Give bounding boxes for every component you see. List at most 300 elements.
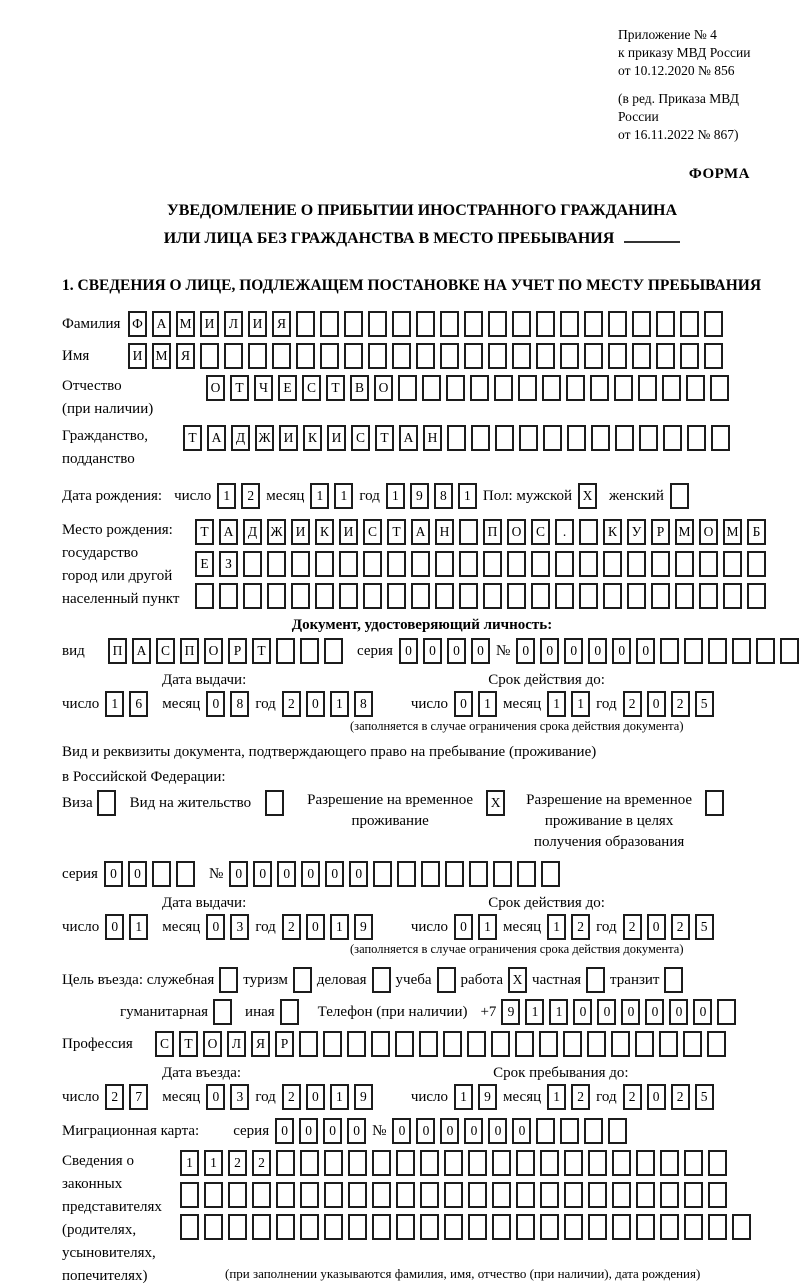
checkbox-study[interactable] — [437, 967, 456, 993]
stay-day-cell[interactable]: 1 — [454, 1084, 473, 1110]
surname-cell[interactable]: Л — [224, 311, 243, 337]
doc-valid-year-cell[interactable]: 2 — [671, 691, 690, 717]
profession-cell[interactable] — [443, 1031, 462, 1057]
citizenship-cell[interactable] — [471, 425, 490, 451]
name-cell[interactable] — [464, 343, 483, 369]
birth-place-cell[interactable] — [315, 583, 334, 609]
birth-place-cell[interactable] — [555, 583, 574, 609]
migr-number-cell[interactable]: 0 — [512, 1118, 531, 1144]
surname-cell[interactable]: М — [176, 311, 195, 337]
representative-cell[interactable] — [300, 1150, 319, 1176]
birth-month-cell[interactable]: 1 — [334, 483, 353, 509]
birth-year-cell[interactable]: 1 — [458, 483, 477, 509]
permit-number-cell[interactable]: 0 — [277, 861, 296, 887]
entry-year-cell[interactable]: 0 — [306, 1084, 325, 1110]
name-cell[interactable] — [680, 343, 699, 369]
patronymic-cell[interactable] — [494, 375, 513, 401]
birth-place-cell[interactable] — [651, 551, 670, 577]
doc-issue-day-cell[interactable]: 1 — [105, 691, 124, 717]
representative-cell[interactable] — [444, 1182, 463, 1208]
representative-cell[interactable] — [252, 1214, 271, 1240]
permit-number-cell[interactable] — [373, 861, 392, 887]
representative-cell[interactable] — [660, 1182, 679, 1208]
birth-place-cell[interactable] — [579, 551, 598, 577]
representative-cell[interactable] — [732, 1214, 751, 1240]
permit-number-cell[interactable] — [541, 861, 560, 887]
birth-place-cell[interactable] — [699, 551, 718, 577]
checkbox-male[interactable]: X — [578, 483, 597, 509]
representative-cell[interactable] — [684, 1214, 703, 1240]
citizenship-cell[interactable]: Н — [423, 425, 442, 451]
birth-day-cell[interactable]: 1 — [217, 483, 236, 509]
birth-place-cell[interactable] — [387, 551, 406, 577]
profession-cell[interactable]: Р — [275, 1031, 294, 1057]
checkbox-tourism[interactable] — [293, 967, 312, 993]
representative-cell[interactable] — [516, 1150, 535, 1176]
patronymic-cell[interactable] — [662, 375, 681, 401]
permit-series-cell[interactable] — [152, 861, 171, 887]
representative-cell[interactable] — [396, 1182, 415, 1208]
representative-cell[interactable] — [324, 1214, 343, 1240]
phone-cell[interactable]: 0 — [645, 999, 664, 1025]
birth-place-cell[interactable]: А — [411, 519, 430, 545]
representative-cell[interactable] — [516, 1214, 535, 1240]
birth-place-cell[interactable] — [579, 519, 598, 545]
permit-issue-month-cell[interactable]: 3 — [230, 914, 249, 940]
permit-issue-month-cell[interactable]: 0 — [206, 914, 225, 940]
representative-cell[interactable] — [636, 1182, 655, 1208]
profession-cell[interactable] — [659, 1031, 678, 1057]
representative-cell[interactable] — [276, 1214, 295, 1240]
permit-valid-year-cell[interactable]: 2 — [671, 914, 690, 940]
doc-issue-year-cell[interactable]: 1 — [330, 691, 349, 717]
representative-cell[interactable] — [636, 1214, 655, 1240]
surname-cell[interactable]: И — [200, 311, 219, 337]
surname-cell[interactable] — [584, 311, 603, 337]
name-cell[interactable] — [440, 343, 459, 369]
birth-place-cell[interactable] — [435, 551, 454, 577]
birth-place-cell[interactable] — [675, 551, 694, 577]
representative-cell[interactable] — [348, 1214, 367, 1240]
phone-cell[interactable]: 1 — [549, 999, 568, 1025]
name-cell[interactable] — [344, 343, 363, 369]
surname-cell[interactable] — [392, 311, 411, 337]
representative-cell[interactable] — [540, 1182, 559, 1208]
birth-place-cell[interactable] — [603, 583, 622, 609]
profession-cell[interactable]: Т — [179, 1031, 198, 1057]
doc-number-cell[interactable]: 0 — [612, 638, 631, 664]
migr-series-cell[interactable]: 0 — [299, 1118, 318, 1144]
birth-place-cell[interactable] — [531, 583, 550, 609]
patronymic-cell[interactable]: В — [350, 375, 369, 401]
doc-valid-year-cell[interactable]: 0 — [647, 691, 666, 717]
representative-cell[interactable] — [492, 1182, 511, 1208]
phone-cell[interactable]: 0 — [573, 999, 592, 1025]
birth-place-cell[interactable] — [675, 583, 694, 609]
doc-type-cell[interactable]: О — [204, 638, 223, 664]
surname-cell[interactable]: Ф — [128, 311, 147, 337]
checkbox-temp-permit[interactable]: X — [486, 790, 505, 816]
entry-month-cell[interactable]: 0 — [206, 1084, 225, 1110]
representative-cell[interactable] — [324, 1182, 343, 1208]
birth-place-cell[interactable] — [363, 551, 382, 577]
birth-place-cell[interactable] — [459, 519, 478, 545]
profession-cell[interactable]: Л — [227, 1031, 246, 1057]
representative-cell[interactable] — [348, 1182, 367, 1208]
representative-cell[interactable]: 1 — [180, 1150, 199, 1176]
patronymic-cell[interactable] — [614, 375, 633, 401]
permit-valid-year-cell[interactable]: 5 — [695, 914, 714, 940]
birth-place-cell[interactable]: Б — [747, 519, 766, 545]
checkbox-business[interactable] — [372, 967, 391, 993]
surname-cell[interactable] — [680, 311, 699, 337]
phone-cell[interactable]: 9 — [501, 999, 520, 1025]
patronymic-cell[interactable]: О — [206, 375, 225, 401]
birth-place-cell[interactable] — [507, 551, 526, 577]
patronymic-cell[interactable] — [398, 375, 417, 401]
patronymic-cell[interactable] — [686, 375, 705, 401]
profession-cell[interactable]: Я — [251, 1031, 270, 1057]
representative-cell[interactable] — [180, 1182, 199, 1208]
permit-issue-year-cell[interactable]: 9 — [354, 914, 373, 940]
doc-issue-month-cell[interactable]: 8 — [230, 691, 249, 717]
surname-cell[interactable] — [464, 311, 483, 337]
name-cell[interactable] — [392, 343, 411, 369]
birth-place-cell[interactable]: И — [291, 519, 310, 545]
birth-place-cell[interactable]: М — [723, 519, 742, 545]
surname-cell[interactable] — [608, 311, 627, 337]
citizenship-cell[interactable] — [543, 425, 562, 451]
citizenship-cell[interactable] — [591, 425, 610, 451]
name-cell[interactable]: Я — [176, 343, 195, 369]
patronymic-cell[interactable] — [470, 375, 489, 401]
birth-place-cell[interactable] — [195, 583, 214, 609]
doc-number-cell[interactable]: 0 — [540, 638, 559, 664]
entry-year-cell[interactable]: 2 — [282, 1084, 301, 1110]
stay-month-cell[interactable]: 1 — [547, 1084, 566, 1110]
permit-valid-month-cell[interactable]: 2 — [571, 914, 590, 940]
profession-cell[interactable] — [563, 1031, 582, 1057]
doc-issue-year-cell[interactable]: 8 — [354, 691, 373, 717]
patronymic-cell[interactable] — [590, 375, 609, 401]
birth-place-cell[interactable] — [627, 583, 646, 609]
doc-number-cell[interactable] — [660, 638, 679, 664]
permit-valid-day-cell[interactable]: 1 — [478, 914, 497, 940]
doc-number-cell[interactable] — [732, 638, 751, 664]
doc-number-cell[interactable]: 0 — [588, 638, 607, 664]
doc-type-cell[interactable]: П — [108, 638, 127, 664]
birth-place-cell[interactable] — [339, 551, 358, 577]
birth-place-cell[interactable] — [243, 583, 262, 609]
surname-cell[interactable]: И — [248, 311, 267, 337]
doc-number-cell[interactable] — [684, 638, 703, 664]
migr-series-cell[interactable]: 0 — [275, 1118, 294, 1144]
doc-type-cell[interactable] — [276, 638, 295, 664]
surname-cell[interactable] — [656, 311, 675, 337]
citizenship-cell[interactable]: К — [303, 425, 322, 451]
surname-cell[interactable] — [416, 311, 435, 337]
patronymic-cell[interactable]: Е — [278, 375, 297, 401]
doc-type-cell[interactable]: А — [132, 638, 151, 664]
name-cell[interactable] — [560, 343, 579, 369]
birth-place-cell[interactable] — [291, 583, 310, 609]
migr-number-cell[interactable]: 0 — [416, 1118, 435, 1144]
entry-month-cell[interactable]: 3 — [230, 1084, 249, 1110]
permit-valid-year-cell[interactable]: 2 — [623, 914, 642, 940]
patronymic-cell[interactable] — [518, 375, 537, 401]
doc-valid-year-cell[interactable]: 5 — [695, 691, 714, 717]
name-cell[interactable] — [416, 343, 435, 369]
birth-place-cell[interactable]: Т — [387, 519, 406, 545]
birth-place-cell[interactable]: Т — [195, 519, 214, 545]
citizenship-cell[interactable] — [687, 425, 706, 451]
representative-cell[interactable] — [228, 1214, 247, 1240]
stay-year-cell[interactable]: 5 — [695, 1084, 714, 1110]
surname-cell[interactable]: Я — [272, 311, 291, 337]
permit-issue-year-cell[interactable]: 0 — [306, 914, 325, 940]
checkbox-female[interactable] — [670, 483, 689, 509]
name-cell[interactable] — [272, 343, 291, 369]
checkbox-residence-permit[interactable] — [265, 790, 284, 816]
birth-place-cell[interactable] — [219, 583, 238, 609]
birth-month-cell[interactable]: 1 — [310, 483, 329, 509]
name-cell[interactable] — [632, 343, 651, 369]
birth-place-cell[interactable] — [267, 583, 286, 609]
representative-cell[interactable] — [540, 1150, 559, 1176]
migr-number-cell[interactable] — [584, 1118, 603, 1144]
profession-cell[interactable] — [395, 1031, 414, 1057]
checkbox-other[interactable] — [280, 999, 299, 1025]
representative-cell[interactable] — [468, 1150, 487, 1176]
birth-place-cell[interactable]: О — [699, 519, 718, 545]
permit-issue-year-cell[interactable]: 1 — [330, 914, 349, 940]
citizenship-cell[interactable]: А — [399, 425, 418, 451]
profession-cell[interactable] — [539, 1031, 558, 1057]
birth-place-cell[interactable] — [627, 551, 646, 577]
name-cell[interactable] — [368, 343, 387, 369]
doc-valid-day-cell[interactable]: 0 — [454, 691, 473, 717]
birth-year-cell[interactable]: 9 — [410, 483, 429, 509]
surname-cell[interactable] — [704, 311, 723, 337]
doc-issue-year-cell[interactable]: 0 — [306, 691, 325, 717]
migr-number-cell[interactable]: 0 — [464, 1118, 483, 1144]
representative-cell[interactable] — [660, 1150, 679, 1176]
birth-place-cell[interactable]: М — [675, 519, 694, 545]
representative-cell[interactable] — [492, 1150, 511, 1176]
phone-cell[interactable]: 0 — [621, 999, 640, 1025]
representative-cell[interactable] — [684, 1150, 703, 1176]
representative-cell[interactable] — [204, 1214, 223, 1240]
representative-cell[interactable] — [420, 1150, 439, 1176]
birth-place-cell[interactable]: У — [627, 519, 646, 545]
representative-cell[interactable] — [660, 1214, 679, 1240]
representative-cell[interactable] — [516, 1182, 535, 1208]
permit-number-cell[interactable]: 0 — [253, 861, 272, 887]
representative-cell[interactable] — [564, 1214, 583, 1240]
stay-month-cell[interactable]: 2 — [571, 1084, 590, 1110]
doc-series-cell[interactable]: 0 — [447, 638, 466, 664]
name-cell[interactable] — [320, 343, 339, 369]
name-cell[interactable] — [536, 343, 555, 369]
migr-number-cell[interactable]: 0 — [488, 1118, 507, 1144]
patronymic-cell[interactable] — [710, 375, 729, 401]
doc-number-cell[interactable]: 0 — [564, 638, 583, 664]
birth-place-cell[interactable] — [483, 583, 502, 609]
phone-cell[interactable]: 0 — [669, 999, 688, 1025]
doc-series-cell[interactable]: 0 — [471, 638, 490, 664]
name-cell[interactable] — [656, 343, 675, 369]
migr-number-cell[interactable]: 0 — [392, 1118, 411, 1144]
birth-place-cell[interactable] — [579, 583, 598, 609]
patronymic-cell[interactable]: С — [302, 375, 321, 401]
phone-cell[interactable] — [717, 999, 736, 1025]
profession-cell[interactable] — [299, 1031, 318, 1057]
representative-cell[interactable] — [252, 1182, 271, 1208]
representative-cell[interactable] — [540, 1214, 559, 1240]
representative-cell[interactable] — [612, 1214, 631, 1240]
permit-valid-month-cell[interactable]: 1 — [547, 914, 566, 940]
profession-cell[interactable] — [467, 1031, 486, 1057]
permit-number-cell[interactable] — [469, 861, 488, 887]
profession-cell[interactable] — [419, 1031, 438, 1057]
citizenship-cell[interactable] — [567, 425, 586, 451]
surname-cell[interactable] — [560, 311, 579, 337]
patronymic-cell[interactable] — [446, 375, 465, 401]
representative-cell[interactable] — [708, 1214, 727, 1240]
profession-cell[interactable] — [587, 1031, 606, 1057]
birth-place-cell[interactable] — [603, 551, 622, 577]
permit-issue-day-cell[interactable]: 0 — [105, 914, 124, 940]
birth-place-cell[interactable] — [531, 551, 550, 577]
birth-place-cell[interactable]: З — [219, 551, 238, 577]
birth-place-cell[interactable] — [315, 551, 334, 577]
representative-cell[interactable] — [588, 1150, 607, 1176]
name-cell[interactable] — [584, 343, 603, 369]
profession-cell[interactable] — [371, 1031, 390, 1057]
surname-cell[interactable] — [440, 311, 459, 337]
citizenship-cell[interactable] — [711, 425, 730, 451]
citizenship-cell[interactable] — [447, 425, 466, 451]
permit-number-cell[interactable]: 0 — [349, 861, 368, 887]
representative-cell[interactable] — [348, 1150, 367, 1176]
name-cell[interactable] — [512, 343, 531, 369]
name-cell[interactable] — [296, 343, 315, 369]
name-cell[interactable] — [200, 343, 219, 369]
birth-place-cell[interactable]: И — [339, 519, 358, 545]
citizenship-cell[interactable]: И — [279, 425, 298, 451]
birth-place-cell[interactable] — [747, 583, 766, 609]
migr-number-cell[interactable]: 0 — [440, 1118, 459, 1144]
representative-cell[interactable] — [708, 1182, 727, 1208]
stay-day-cell[interactable]: 9 — [478, 1084, 497, 1110]
profession-cell[interactable] — [635, 1031, 654, 1057]
birth-place-cell[interactable] — [507, 583, 526, 609]
name-cell[interactable] — [488, 343, 507, 369]
checkbox-private[interactable] — [586, 967, 605, 993]
birth-place-cell[interactable] — [411, 551, 430, 577]
citizenship-cell[interactable]: С — [351, 425, 370, 451]
birth-place-cell[interactable] — [459, 583, 478, 609]
checkbox-visa[interactable] — [97, 790, 116, 816]
birth-place-cell[interactable]: Д — [243, 519, 262, 545]
birth-place-cell[interactable]: А — [219, 519, 238, 545]
doc-issue-year-cell[interactable]: 2 — [282, 691, 301, 717]
citizenship-cell[interactable]: И — [327, 425, 346, 451]
checkbox-humanitarian[interactable] — [213, 999, 232, 1025]
entry-day-cell[interactable]: 2 — [105, 1084, 124, 1110]
patronymic-cell[interactable]: Т — [326, 375, 345, 401]
representative-cell[interactable] — [492, 1214, 511, 1240]
birth-place-cell[interactable]: О — [507, 519, 526, 545]
patronymic-cell[interactable] — [422, 375, 441, 401]
birth-place-cell[interactable]: Е — [195, 551, 214, 577]
representative-cell[interactable] — [588, 1214, 607, 1240]
migr-series-cell[interactable]: 0 — [323, 1118, 342, 1144]
phone-cell[interactable]: 0 — [693, 999, 712, 1025]
permit-number-cell[interactable] — [421, 861, 440, 887]
doc-number-cell[interactable]: 0 — [516, 638, 535, 664]
doc-series-cell[interactable]: 0 — [399, 638, 418, 664]
birth-place-cell[interactable] — [747, 551, 766, 577]
doc-type-cell[interactable]: С — [156, 638, 175, 664]
permit-number-cell[interactable] — [397, 861, 416, 887]
name-cell[interactable] — [608, 343, 627, 369]
surname-cell[interactable] — [320, 311, 339, 337]
birth-place-cell[interactable] — [363, 583, 382, 609]
representative-cell[interactable]: 1 — [204, 1150, 223, 1176]
citizenship-cell[interactable] — [663, 425, 682, 451]
doc-series-cell[interactable]: 0 — [423, 638, 442, 664]
permit-issue-year-cell[interactable]: 2 — [282, 914, 301, 940]
representative-cell[interactable] — [420, 1214, 439, 1240]
representative-cell[interactable] — [324, 1150, 343, 1176]
birth-year-cell[interactable]: 8 — [434, 483, 453, 509]
permit-number-cell[interactable]: 0 — [229, 861, 248, 887]
citizenship-cell[interactable] — [495, 425, 514, 451]
doc-type-cell[interactable] — [300, 638, 319, 664]
profession-cell[interactable] — [347, 1031, 366, 1057]
citizenship-cell[interactable] — [519, 425, 538, 451]
birth-place-cell[interactable] — [291, 551, 310, 577]
permit-number-cell[interactable] — [517, 861, 536, 887]
patronymic-cell[interactable] — [566, 375, 585, 401]
birth-place-cell[interactable] — [459, 551, 478, 577]
name-cell[interactable] — [704, 343, 723, 369]
doc-valid-day-cell[interactable]: 1 — [478, 691, 497, 717]
profession-cell[interactable]: С — [155, 1031, 174, 1057]
permit-series-cell[interactable]: 0 — [104, 861, 123, 887]
migr-series-cell[interactable]: 0 — [347, 1118, 366, 1144]
migr-number-cell[interactable] — [608, 1118, 627, 1144]
birth-place-cell[interactable] — [339, 583, 358, 609]
doc-number-cell[interactable]: 0 — [636, 638, 655, 664]
representative-cell[interactable] — [276, 1150, 295, 1176]
stay-year-cell[interactable]: 2 — [623, 1084, 642, 1110]
permit-number-cell[interactable] — [493, 861, 512, 887]
citizenship-cell[interactable]: А — [207, 425, 226, 451]
citizenship-cell[interactable]: Д — [231, 425, 250, 451]
doc-number-cell[interactable] — [708, 638, 727, 664]
representative-cell[interactable] — [612, 1182, 631, 1208]
permit-series-cell[interactable] — [176, 861, 195, 887]
patronymic-cell[interactable]: Т — [230, 375, 249, 401]
doc-issue-day-cell[interactable]: 6 — [129, 691, 148, 717]
patronymic-cell[interactable] — [638, 375, 657, 401]
citizenship-cell[interactable]: Ж — [255, 425, 274, 451]
migr-number-cell[interactable] — [536, 1118, 555, 1144]
birth-place-cell[interactable] — [699, 583, 718, 609]
doc-type-cell[interactable]: П — [180, 638, 199, 664]
